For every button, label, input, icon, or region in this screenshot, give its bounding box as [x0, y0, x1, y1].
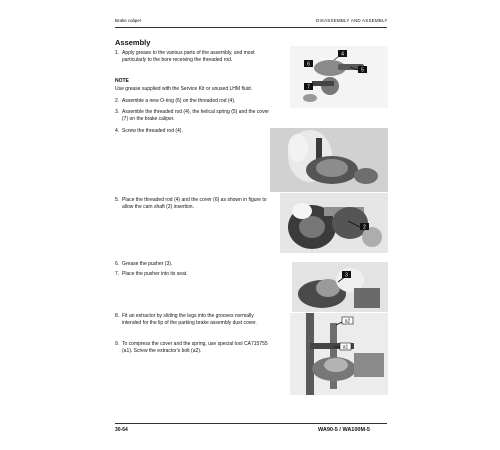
step-number: 4. — [115, 128, 120, 134]
callout-text: 7 — [307, 84, 310, 91]
photo-cam-shaft — [280, 193, 388, 253]
callout-text: 3 — [345, 272, 348, 279]
step-1 — [115, 50, 270, 64]
step-text: Assemble a new O-ring (6) on the threaded rod (4). — [122, 98, 236, 104]
callout-text: 2 — [363, 224, 366, 231]
page-title: Assembly — [115, 38, 151, 47]
note-text: Use grease supplied with the Service Kit or unused LHM fluid. — [115, 86, 253, 92]
header-rule — [115, 27, 387, 28]
step-text: Screw the threaded rod (4). — [122, 128, 183, 134]
callout-text: 5 — [361, 67, 364, 74]
step-number: 5. — [115, 197, 120, 203]
step-9 — [115, 341, 270, 355]
step-text: Fit an extractor by sliding the legs into the grooves normally intended for the lip of the parking brake assembly dust cover. — [122, 313, 257, 327]
step-number: 1. — [115, 50, 120, 56]
callout-text: 6 — [307, 61, 310, 68]
page-number: 30-64 — [115, 427, 128, 433]
step-7 — [115, 271, 270, 278]
callout-label — [304, 60, 313, 68]
step-number: 9. — [115, 341, 120, 347]
callout-label — [342, 317, 353, 325]
photo-pusher — [292, 262, 388, 312]
step-number: 6. — [115, 261, 120, 267]
model-name: WA90-5 / WA100M-5 — [318, 427, 370, 433]
callout-label — [342, 271, 351, 279]
step-3 — [115, 109, 270, 123]
callout-label — [304, 83, 313, 91]
photo-extractor — [290, 313, 388, 395]
callout-text: a2 — [344, 318, 351, 325]
step-text: Assemble the threaded rod (4), the helical spring (5) and the cover (7) on the brake caliper. — [122, 109, 270, 123]
step-text: Apply grease to the various parts of the assembly, and most particularly to the bore receiving the threaded rod. — [122, 50, 255, 64]
step-4 — [115, 128, 270, 135]
photo-caliper-parts — [290, 46, 388, 108]
photo-screw-rod — [270, 128, 388, 192]
step-text: To compress the cover and the spring, use special tool CA715755 (a1). Screw the extractor's bolt (a2). — [122, 341, 268, 355]
step-number: 3. — [115, 109, 120, 115]
step-number: 7. — [115, 271, 120, 277]
header-chapter: DISASSEMBLY AND ASSEMBLY — [316, 18, 388, 23]
step-text: Place the threaded rod (4) and the cover (6) as shown in figure to allow the cam shaft (2) insertion. — [122, 197, 267, 211]
callout-text: 4 — [341, 51, 344, 58]
step-6 — [115, 261, 270, 268]
note-heading: NOTE — [115, 78, 129, 84]
step-2 — [115, 98, 270, 105]
callout-label — [358, 66, 367, 74]
step-text: Place the pusher into its seat. — [122, 271, 188, 277]
callout-label — [338, 50, 347, 58]
callout-label — [340, 343, 351, 351]
step-5 — [115, 197, 270, 211]
step-8 — [115, 313, 270, 327]
header-section: Brake caliper — [115, 18, 142, 23]
step-number: 2. — [115, 98, 120, 104]
step-text: Grease the pusher (3). — [122, 261, 173, 267]
callout-text: a1 — [342, 344, 349, 351]
callout-label — [360, 223, 369, 231]
step-number: 8. — [115, 313, 120, 319]
footer-rule — [115, 423, 387, 424]
